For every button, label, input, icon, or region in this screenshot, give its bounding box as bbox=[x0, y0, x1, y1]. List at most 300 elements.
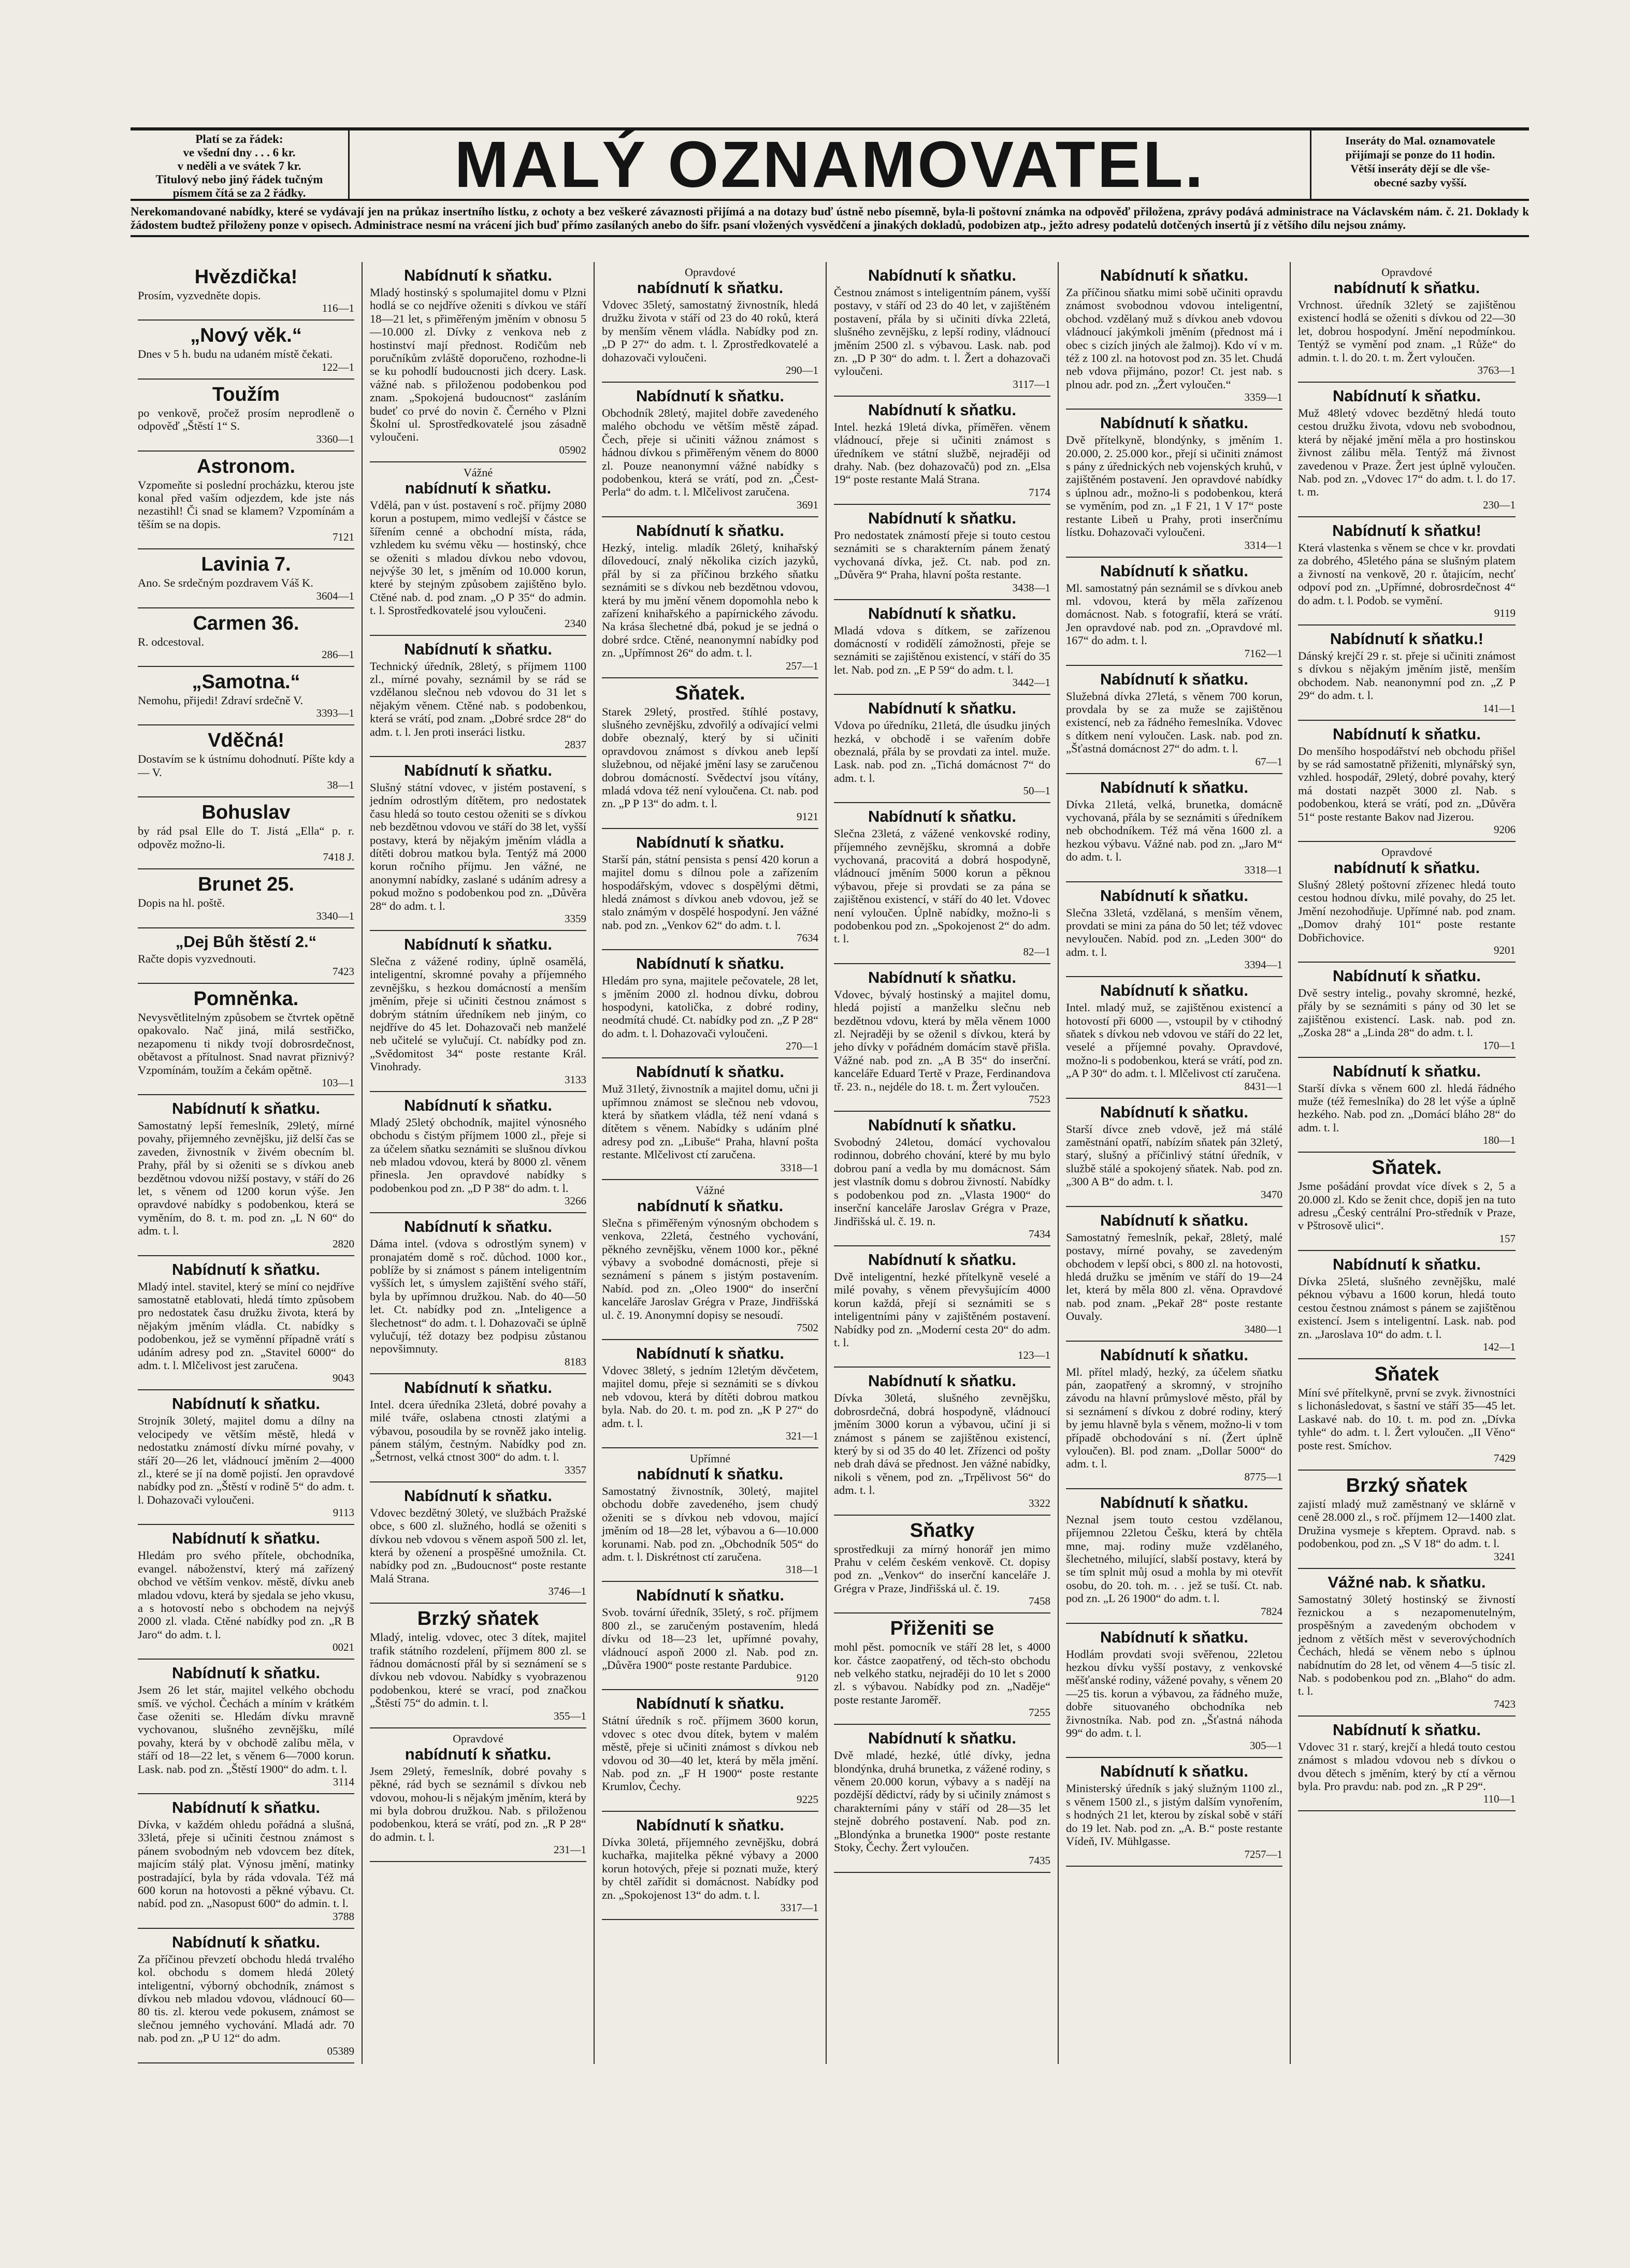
ad-code: 230—1 bbox=[1483, 498, 1516, 511]
ad-body: Starší dívka s věnem 600 zl. hledá řádného muže (též řemeslníka) do 28 let výše a úplně hezkého. Nab. pod zn. „Domácí bláho 28“ do adm. t. l. bbox=[1298, 1081, 1516, 1134]
ad-code: 3442—1 bbox=[1012, 676, 1050, 689]
classified-ad bbox=[1066, 977, 1282, 1098]
classified-ad bbox=[370, 1604, 586, 1728]
ad-body: Dánský krejčí 29 r. st. přeje si učiniti známost s dívkou s nějakým jměním jistě, menším obchodem. Nab. neanonymní pod zn. „Z P 29“ do adm. t. l. bbox=[1298, 649, 1516, 702]
ad-title: Nabídnutí k sňatku! bbox=[1332, 521, 1481, 540]
ad-title: Nabídnutí k sňatku. bbox=[868, 400, 1016, 419]
ad-body: Vzpomeňte si poslední procházku, kterou jste konal před vaším odjezdem, kde jste nás nezastihl! Či snad se klamem? Vzpomínám a těším se na dopis. bbox=[138, 478, 354, 531]
pricing-line: Platí se za řádek: bbox=[195, 133, 283, 146]
ad-code: 3604—1 bbox=[316, 589, 354, 602]
ad-body: Samostatný lepší řemeslník, 29letý, mírné povahy, přijemného zevnějšku, již delší čas se zaveden, živnostník v živém obecním bl. Prahy, přál by si oženiti se s dívkou aneb bezdětnou vdovou nižší postavy, v stáří do 26 let, s věnem od 1200 korun výše. Jen opravdové nabídky s podobenkou, která se vyměním, do 8. t. m. pod zn. „L N 60“ do adm. t. l. bbox=[138, 1118, 354, 1238]
ad-body: Slušný státní vdovec, v jistém postavení, s jedním odrostlým dítětem, pro nedostatek času hledá so touto cestou oženiti se s dívkou neb bezdětnou vdovou ve stáří do 38 let, vyšší postavy, která by nějakým jměním vládla a dítěti dobrou matkou byla. Tentýž má 2000 korun ročního příjmu. Jen vážné, ne anonymní nabídky, zaslané s udáním adresy a pokud možno s podobenkou pod zn. „Důvěra 28“ do adm. t. l. bbox=[370, 780, 586, 912]
classified-ad bbox=[370, 262, 586, 462]
ad-body: Ano. Se srdečným pozdravem Váš K. bbox=[138, 576, 313, 590]
ad-title: Lavinia 7. bbox=[201, 554, 291, 576]
classified-ad bbox=[1298, 963, 1516, 1058]
ad-title: nabídnutí k sňatku. bbox=[637, 1464, 784, 1483]
classified-ad bbox=[138, 1794, 354, 1929]
classified-ad bbox=[602, 1180, 818, 1340]
classified-ad bbox=[138, 1256, 354, 1391]
ad-title: Nabídnutí k sňatku. bbox=[868, 604, 1016, 622]
ad-code: 7824 bbox=[1261, 1605, 1282, 1618]
ad-title: nabídnutí k sňatku. bbox=[405, 478, 552, 497]
ad-title: Nabídnutí k sňatku. bbox=[868, 1250, 1016, 1269]
ad-title: Hvězdička! bbox=[194, 266, 298, 288]
ad-body: Za příčinou převzetí obchodu hledá trvalého kol. obchodu s domem hledá 20letý inteligentní, výborný obchodník, známost s dívkou neb mladou vdovou, vládnoucí 60—80 tis. zl. kterou vede pokusem, známost se slečnou jemného vychování. Mladá adr. 70 nab. pod zn. „P U 12“ do adm. bbox=[138, 1952, 354, 2045]
ad-code: 7255 bbox=[1029, 1706, 1050, 1719]
ad-pretitle: Vážné bbox=[695, 1183, 725, 1197]
classified-ad bbox=[834, 695, 1050, 803]
ad-title: Nabídnutí k sňatku. bbox=[868, 807, 1016, 826]
classified-ad bbox=[602, 262, 818, 383]
ad-title: nabídnutí k sňatku. bbox=[637, 1196, 784, 1215]
ad-title: Nabídnutí k sňatku. bbox=[868, 968, 1016, 986]
ad-code: 9043 bbox=[333, 1372, 354, 1385]
classified-ad bbox=[370, 1213, 586, 1374]
ad-title: „Nový věk.“ bbox=[190, 325, 302, 347]
classified-ad bbox=[138, 380, 354, 452]
ad-body: Mladý hostinský s spolumajitel domu v Plzni hodlá se co nejdříve oženiti s dívkou ve stáří 18—21 let, s přiměřeným jměním v obnosu 5—10.000 zl. Dívky z venkova neb z hostinství mají přednost. Rodičům neb poručníkům zvláště doporučeno, rozhodne-li se ku pohodlí budoucnosti jich dcery. Lask. vážné nab. s přiloženou podobenkou pod znam. „Spokojená budoucnost“ zasláním budeť co prvé do novin č. Černého v Plzni Školní ul. Sprostředkovatelé jsou zásadně vyloučeni. bbox=[370, 286, 586, 444]
ad-code: 123—1 bbox=[1018, 1349, 1050, 1362]
ad-code: 7257—1 bbox=[1244, 1848, 1282, 1860]
ad-code: 3394—1 bbox=[1244, 958, 1282, 971]
ad-body: Slečna 23letá, z vážené venkovské rodiny, příjemného zevnějšku, skromná a dobře vychovaná, pracovitá a dobrá hospodyně, vládnoucí jměním 5000 korun a pěknou výbavou, přeje si provdati se za pána se zajištěnou existencí, v stáří do 40 let. Vdovec není vyloučen. Úplně nabídky, možno-li s podobenkou pod zn. „Spokojenost 2“ do adm. t. l. bbox=[834, 827, 1050, 946]
ad-code: 7435 bbox=[1029, 1854, 1050, 1867]
insertion-line: přijímají se ponze do 11 hodin. bbox=[1345, 148, 1495, 161]
ad-body: Ml. samostatný pán seznámil se s dívkou aneb ml. vdovou, která by měla zařízenou domácnost. Nab. s fotografií, která se vrátí. Jen opravdové nab. pod zn. „Opravdové ml. 167“ do adm. t. l. bbox=[1066, 581, 1282, 647]
ad-body: Do menšího hospodářství neb obchodu přišel by se rád samostatně přiženiti, mlynářský syn, vzhled. hospodář, 29letý, dobré povahy, který má dostati nazpět 3000 zl. Nab. s podobenkou, která se vrátí, pod zn. „Důvěra 51“ poste restante Bakov nad Jizerou. bbox=[1298, 744, 1516, 823]
ad-title: nabídnutí k sňatku. bbox=[637, 279, 784, 297]
ad-title: Nabídnutí k sňatku. bbox=[1100, 561, 1248, 580]
classified-ad bbox=[834, 600, 1050, 695]
ad-code: 3318—1 bbox=[1244, 863, 1282, 876]
ad-code: 2820 bbox=[333, 1237, 354, 1250]
ad-code: 3788 bbox=[333, 1910, 354, 1923]
ad-body: po venkově, pročež prosím neprodleně o odpověď „Štěstí 1“ S. bbox=[138, 406, 354, 433]
ad-title: Nabídnutí k sňatku. bbox=[1333, 1062, 1481, 1080]
ad-title: Sňatky bbox=[910, 1519, 975, 1542]
pricing-line: Titulový nebo jiný řádek tučným bbox=[155, 173, 323, 186]
ad-code: 7429 bbox=[1494, 1451, 1516, 1464]
ad-title: Nabídnutí k sňatku. bbox=[868, 699, 1016, 718]
ad-body: Vdovec 38letý, s jedním 12letým děvčetem, majitel domu, přeje si seznámiti se s dívkou neb vdovou, která by dítěti dobrou matkou byla. Nab. do 20. t. m. pod zn. „K P 27“ do adm. t. l. bbox=[602, 1363, 818, 1430]
pricing-box bbox=[131, 130, 350, 199]
ad-body: Hezký, intelig. mladík 26letý, knihařský dílovedoucí, znalý několika cizích jazyků, přál by si za příčinou brzkého sňatku seznámiti se s dívkou neb bezdětnou vdovou, která by mu jmění věnem dopomohla nebo k zařízení knihařského a papírnického závodu. Na krása šlechetné dbá, pokud je se jedná o dobré srdce. Ctěné, neanonymní nabídky pod zn. „Upřímnost 26“ do adm. t. l. bbox=[602, 541, 818, 660]
ad-title: Sňatek. bbox=[675, 682, 745, 704]
ad-body: Intel. hezká 19letá dívka, příměřen. věnem vládnoucí, přeje si učiniti známost s úředníkem ve státní službě, nejraději od drahy. Nab. (bez dohazovačů) pod zn. „Elsa 19“ poste restante Malá Strana. bbox=[834, 420, 1050, 486]
ad-code: 7418 J. bbox=[323, 851, 354, 864]
ad-title: Nabídnutí k sňatku. bbox=[636, 1586, 784, 1605]
ad-body: Hledám pro syna, majitele pečovatele, 28 let, s jměním 2000 zl. hodnou dívku, dobrou hospodyni, katolička, z dobré rodiny, neodmítá chudé. Ct. nabídky pod zn. „Z P 28“ do adm. t. l. Dohazovači vyloučeni. bbox=[602, 974, 818, 1040]
insertion-info-box bbox=[1310, 130, 1529, 199]
ad-column bbox=[595, 262, 827, 2064]
insertion-line: Inseráty do Mal. oznamovatele bbox=[1345, 134, 1495, 147]
ad-pretitle: Opravdové bbox=[453, 1732, 503, 1745]
ad-code: 3359—1 bbox=[1244, 391, 1282, 404]
ad-code: 3266 bbox=[565, 1195, 586, 1208]
ad-title: Carmen 36. bbox=[193, 612, 299, 634]
ad-title: Nabídnutí k sňatku. bbox=[636, 1063, 784, 1081]
classified-ad bbox=[1298, 517, 1516, 626]
ad-title: Nabídnutí k sňatku. bbox=[1333, 967, 1481, 985]
classifieds-header bbox=[131, 127, 1529, 201]
ad-body: Státní úředník s roč. příjmem 3600 korun, vdovec s otec dvou dítek, bytem v malém městě, přeje si učiniti známost s dívkou neb vdovou od 30—40 let, která by měla jmění. Nab. pod zn. „F H 1900“ poste restante Krumlov, Čechy. bbox=[602, 1714, 818, 1793]
ad-title: Nabídnutí k sňatku. bbox=[636, 1815, 784, 1834]
ad-body: Samostatný řemeslník, pekař, 28letý, malé postavy, mírné povahy, se zavedeným obchodem v lepší obci, s 800 zl. na hotovosti, hledá družku se jměním ve stáří do 19—24 let, která by měla 800 zl. věna. Opravdové nab. pod znam. „Pekař 28“ poste restante Ouvaly. bbox=[1066, 1230, 1282, 1323]
ad-body: Mladá vdova s dítkem, se zařízenou domácností v rodidělí zámožnosti, přeje se seznámiti se zajištěnou existencí, v stáří do 35 let. Nab. pod zn. „E P 59“ do adm. t. l. bbox=[834, 623, 1050, 676]
ad-title: Nabídnutí k sňatku. bbox=[636, 1344, 784, 1362]
ad-body: Slušný 28letý poštovní zřízenec hledá touto cestou hodnou dívku, milé povahy, do 25 let. Jmění nezohodňuje. Upřímné nab. pod znam. „Domov drahý 101“ poste restante Dobřichovice. bbox=[1298, 878, 1516, 944]
ad-title: „Dej Bůh štěstí 2.“ bbox=[175, 932, 317, 951]
ad-code: 38—1 bbox=[327, 779, 354, 792]
ad-title: Nabídnutí k sňatku. bbox=[1100, 1762, 1248, 1781]
ad-title: Nabídnutí k sňatku. bbox=[404, 1378, 552, 1397]
classified-ad bbox=[1298, 383, 1516, 517]
ad-code: 180—1 bbox=[1483, 1134, 1516, 1147]
ad-column bbox=[363, 262, 595, 2064]
ad-title: Nabídnutí k sňatku. bbox=[1100, 1627, 1248, 1646]
classified-ad bbox=[1298, 842, 1516, 963]
classified-ad bbox=[138, 984, 354, 1095]
ad-code: 7174 bbox=[1029, 486, 1050, 499]
classified-ad bbox=[1298, 721, 1516, 842]
classified-ad bbox=[370, 1092, 586, 1213]
classified-ad bbox=[834, 803, 1050, 964]
ad-code: 8775—1 bbox=[1244, 1470, 1282, 1483]
ad-body: R. odcestoval. bbox=[138, 635, 205, 648]
ad-title: Nabídnutí k sňatku. bbox=[404, 761, 552, 779]
ad-body: Vdovec bezdětný 30letý, ve službách Pražské obce, s 600 zl. služného, hodlá se oženiti s dívkou neb vdovou s věnem aspoň 500 zl. let, která by oženení a prospěšné umožnila. Ct. nabídky pod zn. „Budoucnost“ poste restante Malá Strana. bbox=[370, 1506, 586, 1585]
classified-ad bbox=[138, 1525, 354, 1660]
ad-column bbox=[1059, 262, 1291, 2064]
ad-code: 305—1 bbox=[1250, 1739, 1282, 1752]
classified-ad bbox=[834, 1246, 1050, 1368]
classified-ad bbox=[370, 1482, 586, 1604]
ad-body: Slečna 33letá, vzdělaná, s menším věnem, provdati se mini za pána do 50 let; též vdovec nevyloučen. Nabíd. pod zn. „Leden 300“ do adm. t. l. bbox=[1066, 906, 1282, 958]
classified-ad bbox=[138, 1660, 354, 1794]
ad-code: 3470 bbox=[1261, 1188, 1282, 1201]
ad-column bbox=[131, 262, 363, 2064]
ad-title: nabídnutí k sňatku. bbox=[1333, 858, 1480, 877]
ad-code: 170—1 bbox=[1483, 1039, 1516, 1052]
classified-ad bbox=[370, 1728, 586, 1862]
classified-ad bbox=[370, 636, 586, 757]
classified-ad bbox=[1298, 1058, 1516, 1153]
ad-title: „Samotna.“ bbox=[192, 671, 300, 693]
ad-body: Svobodný 24letou, domácí vychovalou rodinnou, dobrého chování, které by mu bylo dobrou paní a vedla by mu domácnost. Sám jest vlastník domu s dobrou živností. Nabídky s podobenkou pod zn. „Vlasta 1900“ do inserční kanceláře Jaroslav Grégra v Praze, Jindřišská ul. č. 19. n. bbox=[834, 1136, 1050, 1228]
ad-code: 3360—1 bbox=[316, 432, 354, 445]
ad-body: Pro nedostatek známostí přeje si touto cestou seznámiti se s charakterním pánem ženatý vychovaná dívka, jež. Ct. nab. pod zn. „Důvěra 9“ Praha, hlavní pošta restante. bbox=[834, 528, 1050, 581]
ad-title: Nabídnutí k sňatku. bbox=[172, 1394, 320, 1413]
ad-title: Sňatek bbox=[1374, 1363, 1439, 1385]
ad-code: 142—1 bbox=[1483, 1340, 1516, 1353]
classified-ad bbox=[602, 1812, 818, 1920]
ad-title: Nabídnutí k sňatku. bbox=[172, 1798, 320, 1816]
ad-code: 9206 bbox=[1494, 823, 1516, 836]
ad-body: Služebná dívka 27letá, s věnem 700 korun, provdala by se za muže se zajištěnou existencí, neb za řádného řemeslníka. Vdovec s dítkem není vyloučen. Lask. nab. pod zn. „Šťastná domácnost 27“ do adm. t. l. bbox=[1066, 689, 1282, 755]
ad-code: 355—1 bbox=[554, 1709, 586, 1722]
ad-body: Obchodník 28letý, majitel dobře zavedeného malého obchodu ve větším městě západ. Čech, přeje si učiniti vážnou známost s hádnou dívkou s přiměřeným věnem do 8000 zl. Pouze neanonymní vážné nabídky s podobenkou, která se vrátí, pod zn. „Čest-Perla“ do adm. t. l. Mlčelivost zaručena. bbox=[602, 406, 818, 499]
ad-title: Nabídnutí k sňatku. bbox=[868, 1372, 1016, 1390]
ad-title: Nabídnutí k sňatku. bbox=[868, 508, 1016, 527]
ad-column bbox=[827, 262, 1059, 2064]
classified-ad bbox=[1298, 1569, 1516, 1717]
ad-pretitle: Opravdové bbox=[1381, 266, 1432, 279]
ad-code: 3746—1 bbox=[548, 1585, 586, 1598]
classified-ad bbox=[1298, 1471, 1516, 1569]
ad-body: Dvě sestry intelig., povahy skromné, hezké, přály by se seznámiti s pány od 30 let se zajištěnou existencí. Lask. nab. pod zn. „Zoska 28“ a „Linda 28“ do adm. t. l. bbox=[1298, 986, 1516, 1039]
ad-body: Samostatný 30letý hostinský se živností řeznickou a s nezapomenutelným, prospěšným a zavedeným obchodem v jednom z větších měst v severovýchodních Čechách, hledá se věnem nebo s úplnou nabídnutím do 28 let, od věnem 4—5 tisíc zl. Nab. s podobenkou pod zn. „Blaho“ do adm. t. l. bbox=[1298, 1592, 1516, 1698]
ad-title: Nabídnutí k sňatku. bbox=[1100, 778, 1248, 796]
ad-code: 67—1 bbox=[1255, 755, 1282, 768]
ad-code: 3318—1 bbox=[780, 1161, 818, 1174]
ad-title: Nabídnutí k sňatku. bbox=[404, 935, 552, 954]
classified-ad bbox=[602, 1340, 818, 1448]
ad-body: Hledám pro svého přítele, obchodníka, evangel. náboženství, který má zařízený obchod ve větším venkov. městě, dívku aneb mladou vdovu, která by sjedala se jeho vkusu, a s hotovostí nebo s obchodem na nejvýš 2000 zl. vlada. Ctěné nabídky pod zn. „R B Jaro“ do adm. t. l. bbox=[138, 1549, 354, 1641]
ad-code: 116—1 bbox=[322, 302, 354, 315]
ad-body: Dáma intel. (vdova s odrostlým synem) v pronajatém domě s roč. důchod. 1000 kor., poblíže by si známost s pánem inteligentním vyšších let, s úmyslem zajištění svého stáří, byla by upřímnou družkou. Nab. do 40—50 let. Ct. nabídky pod zn. „Inteligence a šlechetnost“ do adm. t. l. Dohazovači se úplně vylučují, též dotazy bez podpisu zůstanou nepovšimnuty. bbox=[370, 1237, 586, 1356]
ad-code: 7423 bbox=[333, 965, 354, 978]
classified-ad bbox=[834, 1516, 1050, 1614]
classified-ad bbox=[138, 1095, 354, 1256]
classified-ad bbox=[602, 950, 818, 1058]
ad-title: Nabídnutí k sňatku. bbox=[404, 1486, 552, 1505]
ad-code: 122—1 bbox=[322, 360, 354, 373]
ad-body: mohl pěst. pomocník ve stáří 28 let, s 4000 kor. částce zaopatřený, od těch-sto obchodu neb velkého statku, nejraději do 10 let s 2000 zl. s výbavou. Nabídky pod zn. „Naděje“ poste restante Jaroměř. bbox=[834, 1640, 1050, 1706]
ad-body: Dvě inteligentní, hezké přítelkyně veselé a milé povahy, s věnem převyšujícím 4000 korun každá, přejí si seznámiti se s inteligentními pány v zajištěném postavení. Nabídky pod zn. „Moderní cesta 20“ do adm. t. l. bbox=[834, 1270, 1050, 1349]
ad-title: Nabídnutí k sňatku. bbox=[1333, 1255, 1481, 1273]
ad-code: 231—1 bbox=[554, 1843, 586, 1856]
ad-body: zajistí mladý muž zaměstnaný ve sklárně v ceně 28.000 zl., s roč. příjmem 12—1400 zlat. Družina vysmeje s křeptem. Opravd. nab. s podobenkou, pod zn. „S V 18“ do adm. t. l. bbox=[1298, 1497, 1516, 1550]
ad-body: Míní své přítelkyně, první se zvyk. živnostníci s lichonásledovat, s šastní ve stáří 35—45 let. Laskavé nab. do 10. t. m. pod zn. „Dívka tyhle“ do adm. t. l. Žert vyloučen. „II Věno“ poste rest. Smíchov. bbox=[1298, 1386, 1516, 1452]
ad-title: Nabídnutí k sňatku. bbox=[1100, 1493, 1248, 1511]
classified-ad bbox=[138, 797, 354, 869]
ad-code: 05902 bbox=[559, 443, 586, 456]
pricing-line: písmem čítá se za 2 řádky. bbox=[172, 186, 306, 199]
ad-body: Hodlám provdati svoji svěřenou, 22letou hezkou dívku vyšší postavy, z venkovské měšťanské rodiny, vážené povahy, s věnem 20—25 tis. korun a výbavou, za řádného muže, dobře situovaného obchodníka neb živnostníka. Nab. pod zn. „Šťastná náhoda 99“ do adm. t. l. bbox=[1066, 1647, 1282, 1740]
classified-ad bbox=[602, 678, 818, 829]
ad-title: Nabídnutí k sňatku. bbox=[636, 833, 784, 851]
classified-ad bbox=[1298, 262, 1516, 383]
ad-body: Dívka 25letá, slušného zevnějšku, malé péknou výbavu a 1600 korun, hledá touto cestou čestnou známost s pánem se zajištěnou existencí. Jsem s inteligentní. Lask. nab. pod zn. „Jaroslava 10“ do adm. t. l. bbox=[1298, 1274, 1516, 1341]
ad-code: 3340—1 bbox=[316, 909, 354, 922]
ad-code: 9113 bbox=[333, 1506, 354, 1519]
ad-title: Astronom. bbox=[197, 455, 295, 477]
classified-ad bbox=[1066, 666, 1282, 774]
ad-code: 7634 bbox=[797, 932, 818, 944]
ad-code: 3763—1 bbox=[1477, 364, 1516, 377]
ad-title: Nabídnutí k sňatku. bbox=[636, 521, 784, 540]
ad-title: Nabídnutí k sňatku. bbox=[404, 1096, 552, 1114]
ad-code: 9120 bbox=[797, 1671, 818, 1684]
classified-ad bbox=[138, 869, 354, 928]
ad-pretitle: Opravdové bbox=[685, 266, 735, 279]
ad-title: Nabídnutí k sňatku. bbox=[1100, 266, 1248, 284]
ad-body: Která vlastenka s věnem se chce v kr. provdati za dobrého, 45letého pána se slušným platem a živností na venkově, 20 r. ůtajicím, nechť odpoví pod zn. „Upřímné, dobrosrdečnost 4“ do adm. t. l. Podob. se vymění. bbox=[1298, 541, 1516, 607]
ad-body: Vdovec 31 r. starý, krejčí a hledá touto cestou známost s mladou vdovou neb s dívkou o dvou dětech s jměním, který by ctí a věrnou byla. Pro pravdu: nab. pod zn. „R P 29“. bbox=[1298, 1740, 1516, 1793]
ad-title: Nabídnutí k sňatku. bbox=[404, 1217, 552, 1236]
ad-body: Intel. dcera úředníka 23letá, dobré povahy a milé tváře, oslabena ctnosti zlatými a výbavou, posoudila by se rovněž jako intelig. pánem stálým, čestným. Nabídky pod zn. „Šetrnost, velká ctnost 300“ do adm. t. l. bbox=[370, 1398, 586, 1464]
administration-notice: Nerekomandované nabídky, které se vydávají jen na průkaz insertního lístku, z ochoty a bez veškeré závaznosti přijímá a na dotazy buď ústně nebo písemně, byla-li poštovní známka na odpověď přiložena, zprávy podává administrace na Václavském nám. č. 21. Doklady k žádostem budtež přiloženy ponze v opisech. Administrace nesmí na vrácení jich buď přímo zasílaných anebo do šifr. psaní vložených vysvědčení a jinakých dokladů, podobizen atp., ježto adresy podatelů dotčených insertů jí z většího dílu nejsou známy. bbox=[131, 205, 1529, 237]
classified-ad bbox=[138, 667, 354, 725]
ad-code: 270—1 bbox=[786, 1040, 818, 1053]
classified-ad bbox=[834, 397, 1050, 505]
ad-title: nabídnutí k sňatku. bbox=[1333, 279, 1480, 297]
ad-title: Nabídnutí k sňatku. bbox=[1100, 414, 1248, 432]
ad-title: Toužím bbox=[212, 383, 280, 405]
classified-ad bbox=[1298, 1251, 1516, 1359]
ad-title: Vděčná! bbox=[208, 730, 284, 752]
ad-code: 7502 bbox=[797, 1321, 818, 1334]
ad-body: Vdovec 35letý, samostatný živnostník, hledá družku života v stáří od 23 do 40 roků, která by menším věnem vládla. Nabídky pod zn. „D P 27“ do adm. t. l. Zprostředkovatelé a dohazovači vyloučeni. bbox=[602, 298, 818, 364]
ad-body: Čestnou známost s inteligentním pánem, vyšší postavy, v stáří od 23 do 40 let, v zajištěném postavení, přála by si učiniti dívka 22letá, slušného zevnějšku, z lepší rodiny, vládnoucí jměním 2500 zl. s výbavou. Lask. nab. pod zn. „D P 30“ do adm. t. l. Žert a dohazovači vyloučeni. bbox=[834, 286, 1050, 378]
classified-ad bbox=[1066, 410, 1282, 557]
ad-code: 82—1 bbox=[1023, 945, 1050, 958]
classified-ad bbox=[138, 1929, 354, 2063]
ad-code: 3322 bbox=[1029, 1496, 1050, 1509]
ad-code: 7423 bbox=[1494, 1697, 1516, 1710]
ad-title: Nabídnutí k sňatku. bbox=[1100, 1211, 1248, 1229]
ad-title: Sňatek. bbox=[1372, 1157, 1442, 1179]
ad-body: Mladý, intelig. vdovec, otec 3 dítek, majitel trafik státního rozdelení, příjmem 800 zl. se řádnou domácností přál by si seznámení se s dívkou neb vdovou. Nabídky s vyobrazenou podobenkou, které se vrací, pod značkou „Štěstí 75“ do admin. t. l. bbox=[370, 1631, 586, 1710]
ad-title: Nabídnutí k sňatku. bbox=[1333, 724, 1481, 743]
classified-ad bbox=[1298, 1359, 1516, 1471]
ad-code: 9201 bbox=[1494, 944, 1516, 956]
ad-body: Račte dopis vyzvednouti. bbox=[138, 952, 256, 965]
ad-body: Samostatný živnostník, 30letý, majitel obchodu dobře zavedeného, jsem chudý oženiti se s dívkou neb vdovou, mající jměním od 18—28 let, výbavou a 6—10.000 korunami. Nab. pod zn. „Obchodník 505“ do adm. t. l. Diskrétnost ctí zaručena. bbox=[602, 1484, 818, 1563]
ad-body: Jsem 29letý, řemeslník, dobré povahy s pěkné, rád bych se seznámil s dívkou neb vdovou, mohou-li s nějakým jměním, která by mi byla dobrou družkou. Nab. s přiloženou podobenkou, která se vrátí, pod zn. „R P 28“ do admin. t. l. bbox=[370, 1764, 586, 1843]
ad-title: Nabídnutí k sňatku. bbox=[1100, 886, 1248, 905]
classified-ad bbox=[834, 505, 1050, 600]
ad-code: 7458 bbox=[1029, 1595, 1050, 1608]
ad-body: Starší dívce zneb vdově, jež má stálé zaměstnání opatří, nabízím sňatek pán 32letý, starý, slušný a příčinlivý státní úředník, v službě stálé a spokojený sňatek. Nab. pod zn. „300 A B“ do adm. t. l. bbox=[1066, 1122, 1282, 1188]
ad-body: Dnes v 5 h. budu na udaném místě čekati. bbox=[138, 347, 333, 361]
classified-ad bbox=[834, 1613, 1050, 1725]
classified-ad bbox=[1066, 1758, 1282, 1866]
classified-ad bbox=[1066, 882, 1282, 978]
classified-ad bbox=[602, 383, 818, 517]
ad-title: Brzký sňatek bbox=[417, 1608, 539, 1630]
ad-body: Prosím, vyzvedněte dopis. bbox=[138, 289, 261, 302]
ad-body: Strojník 30letý, majitel domu a dílny na velocipedy ve větším městě, hledá v nedostatku známostí dívku mírné povahy, v stáří 20—26 let, vládnoucí jměním 2—4000 zl., které se jí na domě pojistí. Jen opravdové nabídky pod zn. „Štěstí v rodině 5“ do adm. t. l. Dohazovači vyloučeni. bbox=[138, 1414, 354, 1506]
classified-ad bbox=[602, 1058, 818, 1180]
classified-ad bbox=[138, 608, 354, 667]
ad-body: Vdovec, bývalý hostinský a majitel domu, hledá pojistí a manželku slečnu neb bezdětnou vdovu, která by měla věnem 1000 zl. Nejraději by se oženil s dívkou, která by jeho dívky v pořádném domácím stavě přišla. Vážné nab. pod zn. „A B 35“ do inserční. kanceláře Eduard Tertě v Praze, Ferdinandova tř. 23. n., nejdéle do 18. t. m. Žert vyloučen. bbox=[834, 987, 1050, 1093]
classified-ad bbox=[834, 1112, 1050, 1246]
ad-title: Nabídnutí k sňatku. bbox=[636, 1694, 784, 1713]
ad-code: 3133 bbox=[565, 1073, 586, 1086]
classified-ad bbox=[1298, 626, 1516, 721]
ad-title: Nabídnutí k sňatku. bbox=[1100, 981, 1248, 1000]
ad-title: Nabídnutí k sňatku. bbox=[868, 266, 1016, 284]
ad-title: Brunet 25. bbox=[198, 874, 294, 896]
ad-title: Brzký sňatek bbox=[1346, 1474, 1468, 1496]
ad-title: Nabídnutí k sňatku. bbox=[868, 1729, 1016, 1748]
classified-ad bbox=[138, 452, 354, 550]
classified-ad bbox=[138, 725, 354, 797]
ad-code: 3357 bbox=[565, 1463, 586, 1476]
ad-body: Dívka 21letá, velká, brunetka, domácně vychovaná, přála by se seznámiti s úředníkem neb obchodníkem. Též má věna 1600 zl. a hezkou výbavu. Vážné nab. pod zn. „Jaro M“ do adm. t. l. bbox=[1066, 797, 1282, 864]
ad-body: Za příčinou sňatku mimi sobě učiniti opravdu známost svobodnou vdovou inteligentní, obchod. vzdělaný muž s dívkou aneb vdovou vládnoucí jakýmkoli jměním (přednost má i obec s cizích jiných ale žalmoj). Kdo ví v m. též z 100 zl. na hotovost pod zn. 35 let. Chudá neb vdova přijmáno, pozor! Ct. jest nab. s plnou adr. pod zn. „Žert vyloučen.“ bbox=[1066, 286, 1282, 391]
classified-ad bbox=[138, 549, 354, 608]
ad-code: 2837 bbox=[565, 738, 586, 751]
ad-title: Nabídnutí k sňatku. bbox=[404, 639, 552, 658]
ad-body: Slečna s přiměřeným výnosným obchodem s venkova, 22letá, čestného vychování, pěkného zevnějšku, věnem 1000 kor., pěkné výbavy a svobodné domácnosti, přeje si seznámení s pánem s jistým postavením. Nabíd. pod zn. „Oleo 1900“ do inserční kanceláře Jaroslav Grégra v Praze, Jindřišská ul. č. 19. Anonymní dopisy se nesoudí. bbox=[602, 1216, 818, 1321]
ad-pretitle: Upřímné bbox=[689, 1451, 731, 1465]
ad-body: Dívka, v každém ohledu pořádná a slušná, 33letá, přeje si učiniti čestnou známost s pánem svobodným neb vdovcem bez dítek, majícím stálý plat. Výnosu jmění, matinky postradající, byla by ráda vdovala. Též má 600 korun na hotovosti a pěkné výbavu. Ct. nabíd. pod zn. „Nasopust 600“ do admin. t. l. bbox=[138, 1818, 354, 1910]
ad-body: Dívka 30letá, příjemného zevnějšku, dobrá kuchařka, majitelka pěkné výbavy a 2000 korun hotových, přeje si poznati muže, který by chtěl zařídit si domácnost. Nabídky pod zn. „Spokojenost 13“ do adm. t. l. bbox=[602, 1835, 818, 1901]
ad-code: 3241 bbox=[1494, 1550, 1516, 1563]
ad-body: Dívka 30letá, slušného zevnějšku, dobrosrdečná, dobrá hospodyně, vládnoucí jměním 3000 korun a výbavou, učiní ji si známost s pánem se zajištěnou existencí, který by si od 35 do 40 let. Zřízenci od pošty neb drah dává se přednost. Jen vážné nabídky, nikoli s věnem, pod zn. „Trpělivost 56“ do adm. t. l. bbox=[834, 1391, 1050, 1497]
ad-title: Bohuslav bbox=[201, 802, 291, 824]
ad-code: 103—1 bbox=[322, 1076, 354, 1089]
classified-ad bbox=[138, 1390, 354, 1525]
ad-body: Jsem 26 let stár, majitel velkého obchodu smíš. ve výchol. Čechách a míním v krátkém čase oženiti se. Hledám dívku mravně vychovanou, slušného zevnějšku, mílé povahy, která by v obchodě zalíbu měla, v stáří od 18—22 let, s věnem 6—7000 korun. Lask. nab. pod zn. „Štěstí 1900“ do adm. t. l. bbox=[138, 1683, 354, 1776]
ad-body: Muž 31letý, živnostník a majitel domu, učni ji upřímnou známost se slečnou neb vdovou, která by sňatkem vládla, též není vdaná s dítětem s věnem. Nabídky s udáním plné adresy pod zn. „Libuše“ Praha, hlavní pošta restante. Mlčelivost ctí zaručena. bbox=[602, 1082, 818, 1161]
ad-code: 2340 bbox=[565, 617, 586, 630]
ad-title: Nabídnutí k sňatku. bbox=[172, 1664, 320, 1682]
classified-ad bbox=[602, 829, 818, 950]
ad-body: Technický úředník, 28letý, s příjmem 1100 zl., mírné povahy, seznámil by se rád se vzdělanou slečnou neb vdovou do 31 let s nějakým věnem. Ctěné nab. s podobenkou, která se vrátí, pod znam. „Dobré srdce 28“ do adm. t. l. Jen proti inseráci listku. bbox=[370, 659, 586, 738]
ad-code: 257—1 bbox=[786, 659, 818, 672]
ad-code: 0021 bbox=[333, 1641, 354, 1654]
classified-ad bbox=[370, 931, 586, 1092]
ad-body: Ministerský úředník s jaký služným 1100 zl., s věnem 1500 zl., s jistým dalším vynořením, s hodných 21 let, kterou by získal sobě v stáří do 19 let. Nab. pod zn. „A. B.“ poste restante Vídeň, IV. Mühlgasse. bbox=[1066, 1782, 1282, 1848]
ad-code: 141—1 bbox=[1483, 702, 1516, 715]
ad-body: Dopis na hl. poště. bbox=[138, 896, 225, 910]
ad-code: 3317—1 bbox=[780, 1901, 818, 1914]
ad-code: 8431—1 bbox=[1244, 1080, 1282, 1093]
ad-code: 290—1 bbox=[786, 364, 818, 377]
ad-title: Nabídnutí k sňatku. bbox=[404, 266, 552, 284]
ad-title: Nabídnutí k sňatku. bbox=[1333, 1720, 1481, 1739]
ad-title: Nabídnutí k sňatku. bbox=[868, 1116, 1016, 1135]
ad-code: 7162—1 bbox=[1244, 647, 1282, 660]
ad-code: 50—1 bbox=[1023, 784, 1050, 797]
ad-title: Nabídnutí k sňatku. bbox=[636, 954, 784, 973]
classified-ad bbox=[370, 462, 586, 636]
classified-ad bbox=[138, 262, 354, 321]
ad-body: Ml. přítel mladý, hezký, za účelem sňatku pán, zaopatřený a skromný, v strojního závodu na hlavní průmyslové město, přál by si seznámení s dívkou z dobré rodiny, který by jemu hlavně byla s věnem, možno-li v tom případě obchodování s ní. (Žert úplně vyloučen). Bl. pod znam. „Dollar 5000“ do adm. t. l. bbox=[1066, 1365, 1282, 1471]
ad-body: Starší pán, státní pensista s pensí 420 korun a majitel domu s dílnou pole a zařízením hospodářským, vdovec s dospělými dětmi, hledá známost s dívkou aneb vdovou, jež se stalo známým v dospělé hospodyní. Jen vážné nab. pod zn. „Venkov 62“ do adm. t. l. bbox=[602, 852, 818, 932]
ad-column bbox=[1291, 262, 1523, 2064]
ad-code: 7121 bbox=[333, 531, 354, 544]
ad-title: Nabídnutí k sňatku. bbox=[172, 1529, 320, 1548]
ad-body: Vdělá, pan v úst. postavení s roč. příjmy 2080 korun a postupem, mimo vedlejší v částce se šířením cenné a obchodní místa, ráda, vzhledem ku svému věku — hostinský, chce se oženiti s mladou dívkou nebo vdovou, nejvýše 30 let, s jměním od 10.000 korun, které by stejným způsobem zajištěno bylo. Ctěné nab. d. pod znam. „O P 35“ do admin. t. l. Sprostředkovatelé jsou vyloučeni. bbox=[370, 498, 586, 617]
classified-ad bbox=[370, 757, 586, 931]
ad-code: 318—1 bbox=[786, 1563, 818, 1576]
ad-body: Intel. mladý muž, se zajištěnou existencí a hotovostí při 6000 —, vstoupil by v ctihodný sňatek s dívkou neb vdovou ve stáří do 22 let, veselé a příjemné povahy. Opravdové, možno-li s podobenkou, která se vrátí, pod zn. „A P 30“ do adm. t. l. Mlčelivost ctí zaručena. bbox=[1066, 1001, 1282, 1080]
insertion-line: obecné sazby vyšší. bbox=[1374, 176, 1467, 189]
ad-body: Svob. tovární úředník, 35letý, s roč. příjmem 800 zl., se zaručeným postavením, hledá dívku od 18—23 let, upřímné povahy, vládnoucí aspoň 2000 zl. Nab. pod zn. „Důvěra 1900“ poste restante Pardubice. bbox=[602, 1606, 818, 1672]
classified-ad bbox=[370, 1374, 586, 1482]
classified-ad bbox=[602, 1582, 818, 1690]
ad-body: Vdova po úředníku, 21letá, dle úsudku jiných hezká, v obchodě i se vařením dobře obeznalá, přála by se provdati za intel. muže. Lask. nab. pod zn. „Tichá domácnost 7“ do adm. t. l. bbox=[834, 719, 1050, 784]
ad-title: Nabídnutí k sňatku. bbox=[1100, 1345, 1248, 1364]
ad-body: sprostředkuji za mírný honorář jen mimo Prahu v celém českém venkově. Ct. dopisy pod zn. „Venkov“ do inserční kanceláře J. Grégra v Praze, Jindřišská ul. č. 19. bbox=[834, 1542, 1050, 1595]
ad-title: Nabídnutí k sňatku. bbox=[172, 1932, 320, 1951]
ad-title: Vážné nab. k sňatku. bbox=[1328, 1573, 1486, 1591]
ad-code: 3314—1 bbox=[1244, 539, 1282, 551]
ad-code: 7523 bbox=[1029, 1093, 1050, 1106]
ad-code: 157 bbox=[1499, 1232, 1516, 1245]
ad-body: Dostavím se k ústnímu dohodnutí. Píšte kdy a — V. bbox=[138, 752, 354, 779]
ad-body: Nemohu, přijedi! Zdraví srdečně V. bbox=[138, 694, 304, 707]
ad-title: nabídnutí k sňatku. bbox=[405, 1744, 552, 1763]
ad-code: 3480—1 bbox=[1244, 1322, 1282, 1335]
ad-body: Mladý 25letý obchodník, majitel výnosného obchodu s čistým příjmem 1000 zl., přeje si za účelem sňatku seznámiti se slušnou dívkou neb mladou vdovou, která by 8000 zl. věnem přinesla. Jen opravdové nabídky s podobenkou pod zn. „D P 38“ do adm. t. l. bbox=[370, 1115, 586, 1195]
classified-ad bbox=[1066, 262, 1282, 410]
